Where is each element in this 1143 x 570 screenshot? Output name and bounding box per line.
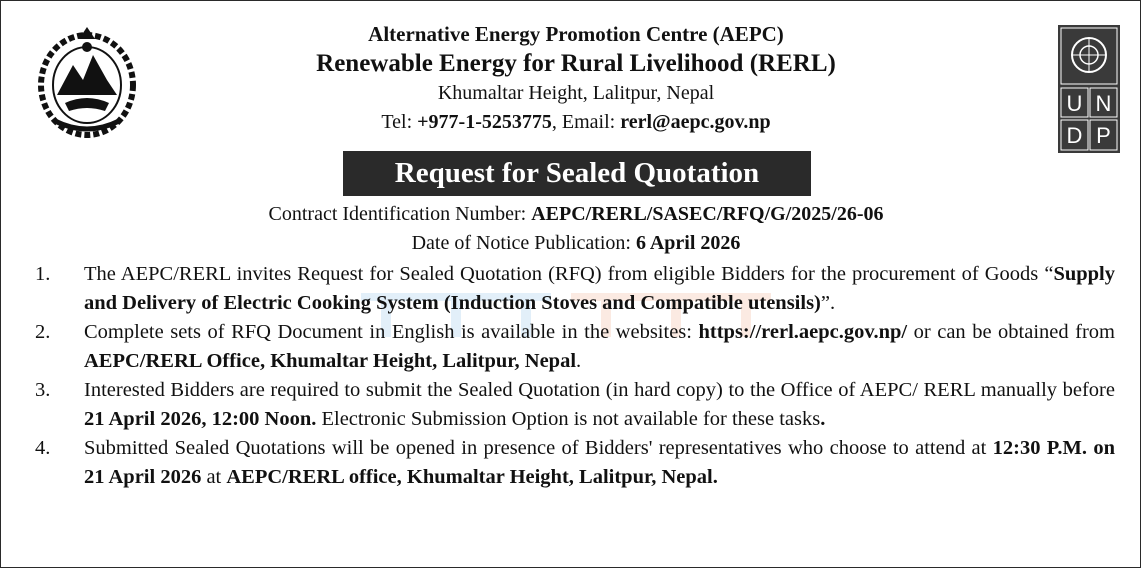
notice-title: Request for Sealed Quotation	[343, 151, 811, 196]
item-number: 2.	[35, 321, 51, 343]
item-bold-part: AEPC/RERL office, Khumaltar Height, Lalitpur, Nepal.	[226, 466, 718, 488]
item-bold-part: Supply and Delivery of Electric Cooking System (Induction Stoves and Compatible utensils)	[84, 263, 1115, 314]
item-text-part: at	[201, 466, 227, 488]
website-link[interactable]: https://rerl.aepc.gov.np/	[698, 321, 908, 343]
item-text	[84, 376, 1115, 434]
list-item	[35, 260, 1115, 318]
contract-line	[151, 200, 1001, 229]
opening-time: 12:30 P.M. on 21 April 2026	[84, 437, 1115, 488]
date-line	[151, 229, 1001, 258]
publication-date: 6 April 2026	[635, 232, 741, 254]
item-text-part: ”.	[820, 292, 836, 314]
item-text-part: The AEPC/RERL invites Request for Sealed Quotation (RFQ) from eligible Bidders for the procurement of Goods “	[84, 263, 1054, 285]
undp-letter-n: N	[1095, 91, 1112, 116]
item-text-part: .	[576, 350, 582, 372]
email-label: , Email:	[551, 111, 621, 133]
item-text-part: Interested Bidders are required to submit the Sealed Quotation (in hard copy) to the Office of AEPC/ RERL manually before	[84, 379, 1115, 401]
undp-logo	[1058, 25, 1120, 153]
tel-label: Tel:	[381, 111, 418, 133]
item-text-part: or can be obtained from	[907, 321, 1116, 343]
item-text	[84, 260, 1115, 318]
notice-items	[35, 260, 1115, 492]
item-text	[84, 434, 1115, 492]
undp-letter-u: U	[1066, 91, 1083, 116]
list-item	[35, 318, 1115, 376]
tel-number: +977-1-5253775	[417, 111, 552, 133]
org-name: Alternative Energy Promotion Centre (AEPC)	[368, 22, 784, 46]
nepal-emblem-icon	[35, 25, 139, 143]
item-bold-part: AEPC/RERL Office, Khumaltar Height, Lalitpur, Nepal	[84, 350, 577, 372]
item-text-part: Complete sets of RFQ Document in English is available in the websites:	[84, 321, 699, 343]
item-text-part: Electronic Submission Option is not available for these tasks	[316, 408, 821, 430]
address: Khumaltar Height, Lalitpur, Nepal	[437, 82, 715, 104]
item-bold-part: .	[820, 408, 826, 430]
item-number: 3.	[35, 379, 51, 401]
item-number: 4.	[35, 437, 51, 459]
undp-letter-d: D	[1066, 123, 1083, 148]
deadline: 21 April 2026, 12:00 Noon.	[84, 408, 317, 430]
email-address[interactable]: rerl@aepc.gov.np	[620, 111, 771, 133]
undp-letter-p: P	[1096, 123, 1111, 148]
list-item	[35, 376, 1115, 434]
contract-id: AEPC/RERL/SASEC/RFQ/G/2025/26-06	[531, 203, 884, 225]
item-text	[84, 318, 1115, 376]
item-text-part: Submitted Sealed Quotations will be opened in presence of Bidders' representatives who choose to attend at	[84, 437, 993, 459]
project-name: Renewable Energy for Rural Livelihood (RERL)	[316, 50, 836, 77]
date-label: Date of Notice Publication:	[411, 232, 636, 254]
contact-line	[151, 108, 1001, 137]
list-item	[35, 434, 1115, 492]
contract-label: Contract Identification Number:	[268, 203, 532, 225]
item-number: 1.	[35, 263, 51, 285]
notice-header	[151, 20, 1001, 137]
notice-meta	[151, 200, 1001, 258]
